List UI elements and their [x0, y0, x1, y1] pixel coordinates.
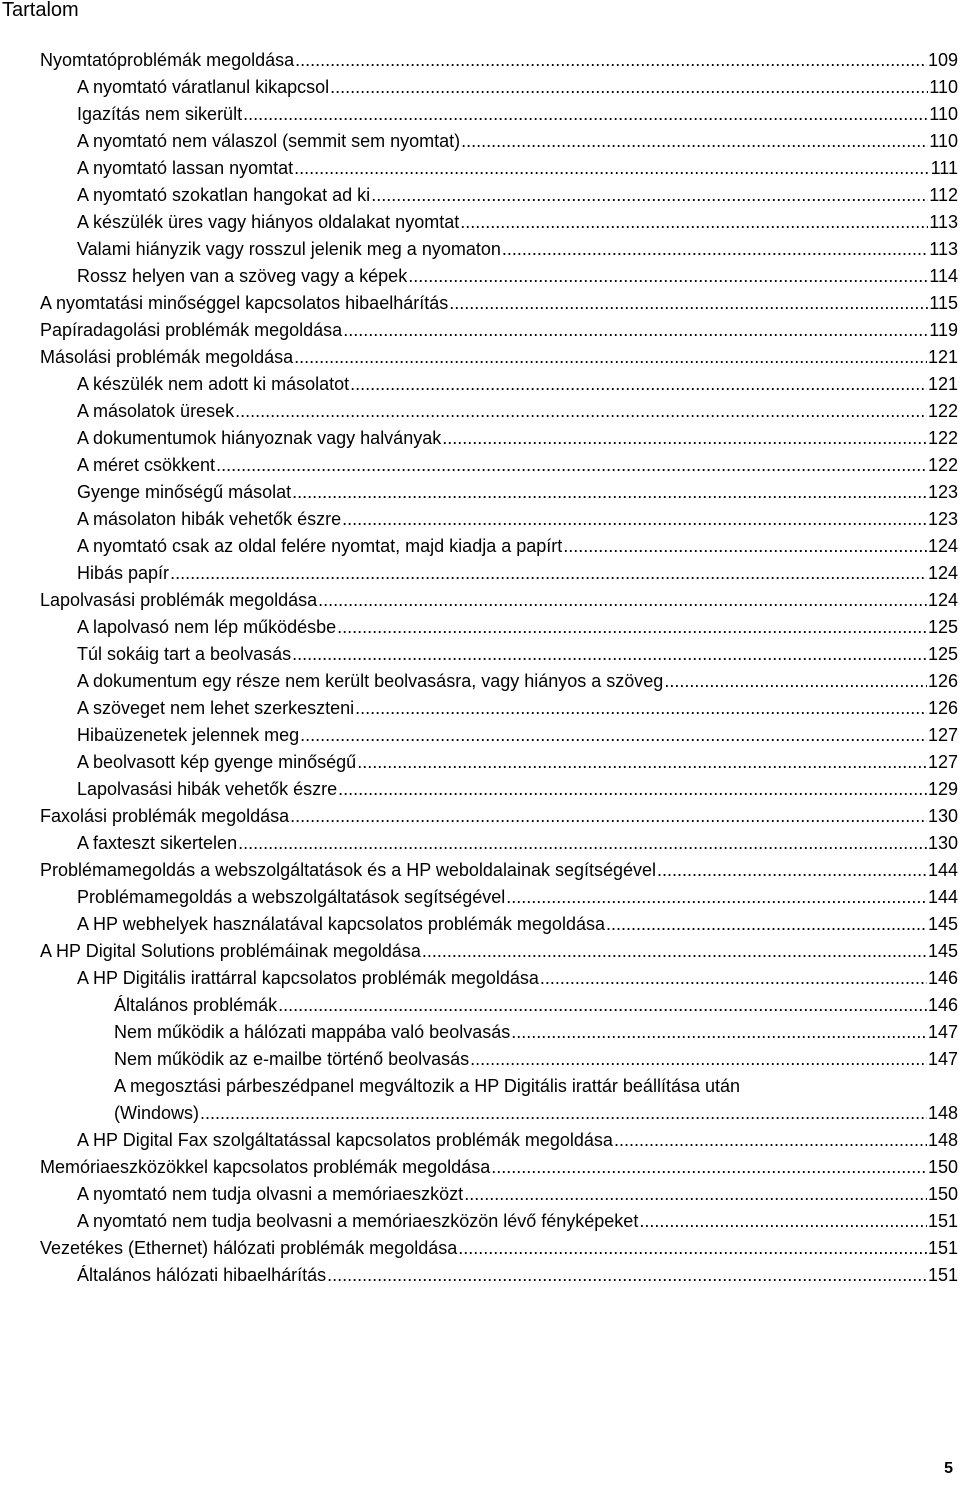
toc-entry-title: Másolási problémák megoldása — [40, 347, 294, 367]
toc-entry[interactable] — [0, 1127, 960, 1154]
dot-leader — [461, 128, 928, 155]
toc-entry-title: A lapolvasó nem lép működésbe — [77, 617, 337, 637]
toc-entry-title: A HP Digital Fax szolgáltatással kapcsolatos problémák megoldása — [77, 1130, 613, 1150]
toc-entry-page: 124 — [927, 563, 958, 583]
toc-entry-title: A dokumentumok hiányoznak vagy halványak — [77, 428, 442, 448]
toc-entry-title: Faxolási problémák megoldása — [40, 806, 290, 826]
toc-entry[interactable] — [0, 290, 960, 317]
toc-entry-title: Hibaüzenetek jelennek meg — [77, 725, 300, 745]
toc-entry-title: Általános hálózati hibaelhárítás — [77, 1265, 327, 1285]
toc-entry-page: 126 — [927, 698, 958, 718]
toc-entry-page: 126 — [927, 671, 958, 691]
page-title: Tartalom — [2, 0, 79, 21]
toc-entry[interactable] — [0, 317, 960, 344]
toc-entry-title: A HP Digitális irattárral kapcsolatos problémák megoldása — [77, 968, 539, 988]
toc-entry-page: 123 — [927, 509, 958, 529]
toc-entry-title: Nyomtatóproblémák megoldása — [40, 50, 295, 70]
toc-entry-page: 110 — [929, 104, 958, 124]
toc-entry-page: 144 — [927, 887, 958, 907]
toc-entry-page: 130 — [927, 806, 958, 826]
toc-entry[interactable] — [0, 506, 960, 533]
toc-entry-title: A HP webhelyek használatával kapcsolatos problémák megoldása — [77, 914, 605, 934]
toc-entry-page: 150 — [927, 1157, 958, 1177]
toc-entry-page: 151 — [927, 1265, 958, 1285]
toc-entry[interactable] — [0, 803, 960, 830]
toc-entry-page: 145 — [927, 914, 958, 934]
toc-entry[interactable] — [0, 1208, 960, 1235]
toc-entry[interactable] — [0, 668, 960, 695]
toc-entry[interactable] — [0, 776, 960, 803]
dot-leader — [355, 695, 927, 722]
dot-leader — [639, 1208, 927, 1235]
dot-leader — [371, 182, 928, 209]
dot-leader — [563, 533, 927, 560]
toc-entry-title: A dokumentum egy része nem került beolvasásra, vagy hiányos a szöveg — [77, 671, 664, 691]
toc-entry[interactable] — [0, 1073, 960, 1127]
toc-entry-page: 115 — [929, 293, 958, 313]
toc-entry-page: 145 — [927, 941, 958, 961]
toc-entry[interactable] — [0, 911, 960, 938]
dot-leader — [278, 992, 927, 1019]
toc-entry[interactable] — [0, 884, 960, 911]
toc-entry-title: A másolaton hibák vehetők észre — [77, 509, 342, 529]
toc-entry-page: 114 — [929, 266, 958, 286]
toc-entry[interactable] — [0, 74, 960, 101]
toc-entry-title: Hibás papír — [77, 563, 170, 583]
toc-entry[interactable] — [0, 263, 960, 290]
table-of-contents — [0, 47, 960, 1289]
toc-entry-page: 124 — [927, 590, 958, 610]
dot-leader — [350, 371, 927, 398]
toc-entry-title: A nyomtató csak az oldal felére nyomtat, majd kiadja a papírt — [77, 536, 563, 556]
toc-entry-title: A beolvasott kép gyenge minőségű — [77, 752, 357, 772]
toc-entry-page: 112 — [929, 185, 958, 205]
toc-entry[interactable] — [0, 425, 960, 452]
dot-leader — [238, 830, 927, 857]
toc-entry[interactable] — [0, 614, 960, 641]
toc-entry-page: 148 — [927, 1130, 958, 1150]
toc-entry-page: 124 — [927, 536, 958, 556]
dot-leader — [216, 452, 927, 479]
toc-entry-page: 119 — [929, 320, 958, 340]
toc-entry-page: 151 — [927, 1211, 958, 1231]
toc-entry-page: 148 — [927, 1103, 958, 1123]
dot-leader — [664, 668, 927, 695]
toc-entry-title: A szöveget nem lehet szerkeszteni — [77, 698, 355, 718]
toc-entry-title: Valami hiányzik vagy rosszul jelenik meg a nyomaton — [77, 239, 501, 259]
toc-entry-page: 127 — [927, 725, 958, 745]
toc-entry[interactable] — [0, 236, 960, 263]
toc-entry-page: 123 — [927, 482, 958, 502]
toc-entry-title: Vezetékes (Ethernet) hálózati problémák megoldása — [40, 1238, 458, 1258]
dot-leader — [330, 74, 928, 101]
toc-entry[interactable] — [0, 857, 960, 884]
toc-entry-page: 121 — [927, 374, 958, 394]
toc-entry[interactable] — [0, 344, 960, 371]
dot-leader — [235, 398, 927, 425]
toc-entry-page: 125 — [927, 644, 958, 664]
toc-entry[interactable] — [0, 992, 960, 1019]
toc-entry-title: Nem működik a hálózati mappába való beolvasás — [114, 1022, 511, 1042]
toc-entry[interactable] — [0, 128, 960, 155]
toc-entry[interactable] — [0, 587, 960, 614]
dot-leader — [502, 236, 928, 263]
dot-leader — [295, 47, 927, 74]
dot-leader — [506, 884, 927, 911]
page-number: 5 — [944, 1460, 953, 1477]
toc-entry[interactable] — [0, 479, 960, 506]
toc-entry[interactable] — [0, 830, 960, 857]
toc-entry[interactable] — [0, 749, 960, 776]
dot-leader — [442, 425, 927, 452]
toc-entry-title: Lapolvasási problémák megoldása — [40, 590, 318, 610]
toc-entry-page: 151 — [927, 1238, 958, 1258]
toc-entry-title: Problémamegoldás a webszolgáltatások és a HP weboldalainak segítségével — [40, 860, 657, 880]
dot-leader — [292, 641, 927, 668]
toc-entry-page: 127 — [927, 752, 958, 772]
toc-entry[interactable] — [0, 560, 960, 587]
dot-leader — [294, 344, 927, 371]
toc-entry-title: Papíradagolási problémák megoldása — [40, 320, 343, 340]
dot-leader — [337, 614, 927, 641]
toc-entry-page: 122 — [927, 428, 958, 448]
toc-entry-title: Általános problémák — [114, 995, 278, 1015]
dot-leader — [243, 101, 928, 128]
toc-entry[interactable] — [0, 209, 960, 236]
toc-entry-page: 109 — [927, 50, 958, 70]
toc-entry-title: A készülék nem adott ki másolatot — [77, 374, 350, 394]
toc-entry-title: A faxteszt sikertelen — [77, 833, 238, 853]
toc-entry-title: A másolatok üresek — [77, 401, 235, 421]
toc-entry[interactable] — [0, 695, 960, 722]
toc-entry-title: A megosztási párbeszédpanel megváltozik a HP Digitális irattár beállítása után — [114, 1076, 741, 1096]
toc-entry-page: 110 — [929, 77, 958, 97]
toc-entry[interactable] — [0, 1181, 960, 1208]
toc-entry[interactable] — [0, 1262, 960, 1289]
toc-entry-title: A nyomtató váratlanul kikapcsol — [77, 77, 330, 97]
dot-leader — [470, 1046, 927, 1073]
toc-entry-title-continued: (Windows) — [114, 1103, 200, 1123]
toc-entry-page: 111 — [930, 158, 958, 178]
toc-entry[interactable] — [0, 938, 960, 965]
dot-leader — [327, 1262, 927, 1289]
toc-entry[interactable] — [0, 452, 960, 479]
toc-entry-title: Memóriaeszközökkel kapcsolatos problémák megoldása — [40, 1157, 491, 1177]
toc-entry[interactable] — [0, 182, 960, 209]
dot-leader — [491, 1154, 927, 1181]
dot-leader — [294, 155, 930, 182]
dot-leader — [318, 587, 927, 614]
toc-entry[interactable] — [0, 101, 960, 128]
toc-entry-title: A nyomtató szokatlan hangokat ad ki — [77, 185, 371, 205]
toc-entry-page: 144 — [927, 860, 958, 880]
toc-entry[interactable] — [0, 722, 960, 749]
toc-entry[interactable] — [0, 1019, 960, 1046]
toc-entry-page: 113 — [929, 239, 958, 259]
toc-entry[interactable] — [0, 155, 960, 182]
dot-leader — [422, 938, 927, 965]
dot-leader — [338, 776, 927, 803]
toc-entry-title: A nyomtató lassan nyomtat — [77, 158, 294, 178]
toc-entry-title: Nem működik az e-mailbe történő beolvasás — [114, 1049, 470, 1069]
toc-entry[interactable] — [0, 533, 960, 560]
dot-leader — [657, 857, 927, 884]
toc-entry-title: Rossz helyen van a szöveg vagy a képek — [77, 266, 408, 286]
toc-entry-title: A HP Digital Solutions problémáinak megoldása — [40, 941, 421, 961]
toc-entry-page: 150 — [927, 1184, 958, 1204]
toc-entry-page: 113 — [929, 212, 958, 232]
toc-entry[interactable] — [0, 965, 960, 992]
toc-entry-page: 110 — [929, 131, 958, 151]
toc-entry-title: Igazítás nem sikerült — [77, 104, 243, 124]
toc-entry-page: 147 — [927, 1049, 958, 1069]
dot-leader — [300, 722, 927, 749]
toc-entry[interactable] — [0, 641, 960, 668]
toc-entry-title: A méret csökkent — [77, 455, 216, 475]
toc-entry-page: 122 — [927, 401, 958, 421]
dot-leader — [606, 911, 927, 938]
dot-leader — [290, 803, 927, 830]
toc-entry-page: 146 — [927, 968, 958, 988]
dot-leader — [357, 749, 927, 776]
dot-leader — [292, 479, 927, 506]
toc-entry-title: A nyomtató nem tudja beolvasni a memóriaeszközön lévő fényképeket — [77, 1211, 639, 1231]
toc-entry-page: 147 — [927, 1022, 958, 1042]
dot-leader — [170, 560, 927, 587]
toc-entry[interactable] — [0, 1235, 960, 1262]
dot-leader — [342, 506, 927, 533]
dot-leader — [464, 1181, 927, 1208]
toc-entry[interactable] — [0, 1046, 960, 1073]
dot-leader — [460, 209, 928, 236]
dot-leader — [449, 290, 928, 317]
toc-entry-page: 129 — [927, 779, 958, 799]
toc-entry-title: Gyenge minőségű másolat — [77, 482, 292, 502]
dot-leader — [200, 1100, 927, 1127]
toc-entry-page: 146 — [927, 995, 958, 1015]
toc-entry-page: 130 — [927, 833, 958, 853]
toc-entry-title: A nyomtató nem tudja olvasni a memóriaeszközt — [77, 1184, 464, 1204]
toc-entry[interactable] — [0, 371, 960, 398]
toc-entry-page: 122 — [927, 455, 958, 475]
dot-leader — [343, 317, 928, 344]
dot-leader — [511, 1019, 927, 1046]
toc-entry-page: 125 — [927, 617, 958, 637]
toc-entry-title: A készülék üres vagy hiányos oldalakat nyomtat — [77, 212, 460, 232]
toc-entry[interactable] — [0, 47, 960, 74]
dot-leader — [408, 263, 928, 290]
dot-leader — [458, 1235, 927, 1262]
toc-entry-title: Túl sokáig tart a beolvasás — [77, 644, 292, 664]
toc-entry-page: 121 — [927, 347, 958, 367]
dot-leader — [614, 1127, 927, 1154]
dot-leader — [540, 965, 927, 992]
toc-entry-title: A nyomtató nem válaszol (semmit sem nyomtat) — [77, 131, 461, 151]
toc-entry[interactable] — [0, 1154, 960, 1181]
toc-entry-title: Problémamegoldás a webszolgáltatások segítségével — [77, 887, 506, 907]
toc-entry-title: A nyomtatási minőséggel kapcsolatos hibaelhárítás — [40, 293, 449, 313]
toc-entry[interactable] — [0, 398, 960, 425]
toc-entry-title: Lapolvasási hibák vehetők észre — [77, 779, 338, 799]
